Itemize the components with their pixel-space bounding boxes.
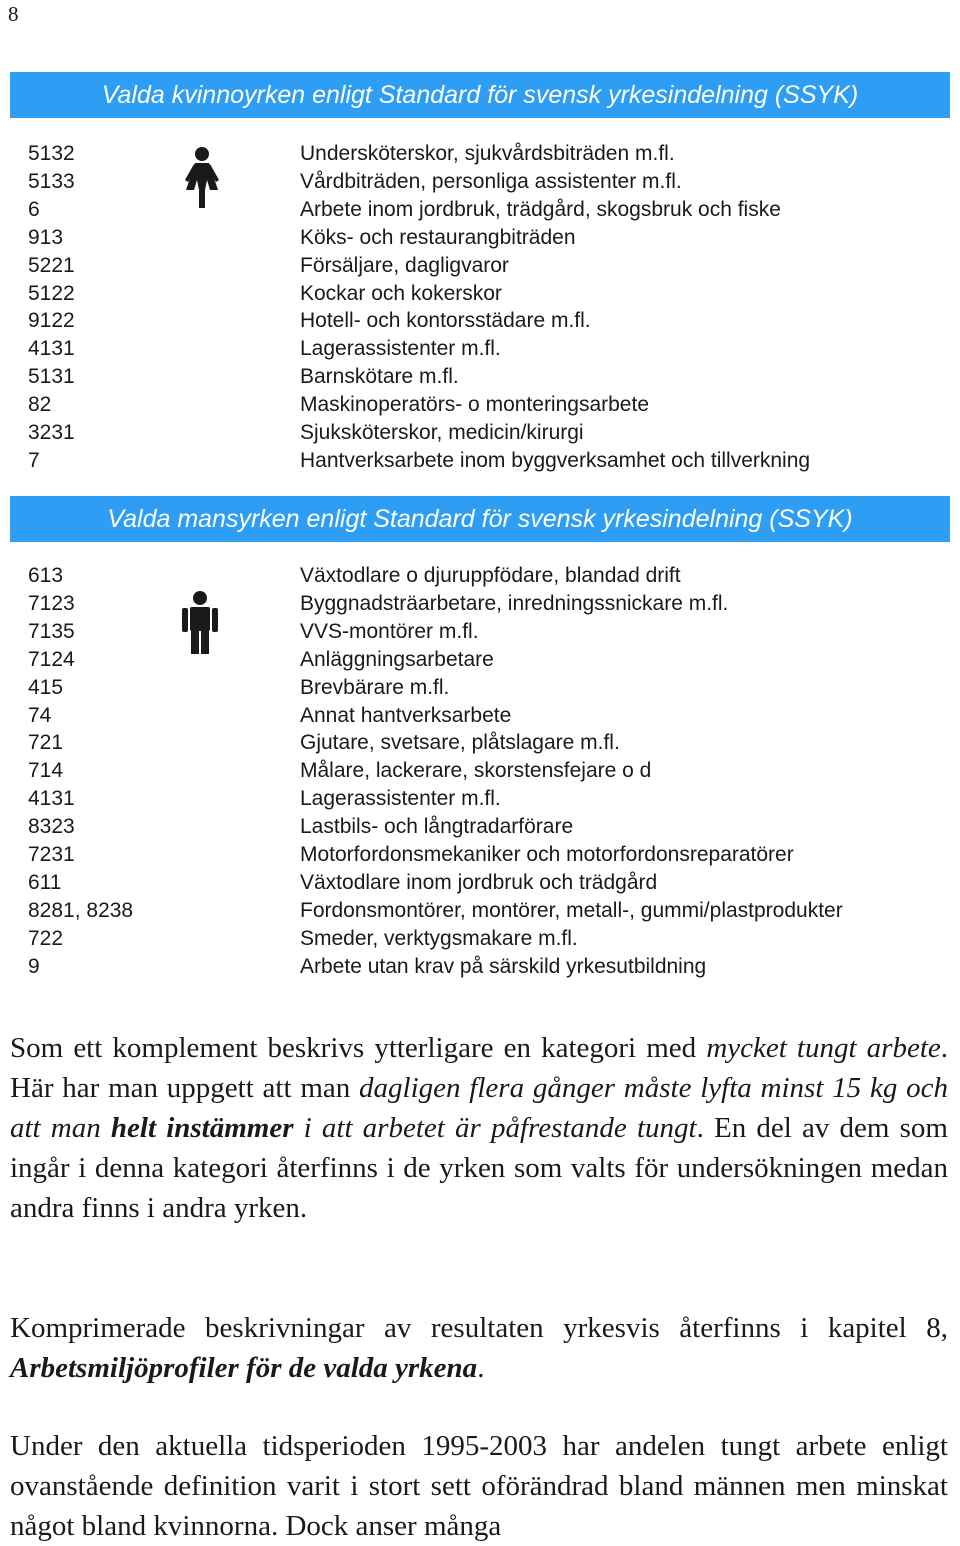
paragraph-chapter-reference (10, 1308, 948, 1388)
ssyk-code: 613 (28, 564, 64, 587)
paragraph-text: . Här har man uppgett att man (10, 1032, 949, 1104)
paragraph-emphasis: i att arbetet är påfrestande tungt (293, 1112, 697, 1144)
paragraph-time-period (10, 1426, 948, 1546)
occupation-description: Växtodlare inom jordbruk och trädgård (300, 870, 658, 894)
ssyk-code: 9 (28, 954, 40, 978)
occupation-description: Försäljare, dagligvaror (300, 253, 509, 277)
ssyk-code: 5131 (28, 365, 75, 389)
occupation-description: Undersköterskor, sjukvårdsbiträden m.fl. (300, 142, 675, 165)
ssyk-code: 74 (28, 703, 52, 727)
paragraph-text: Under den aktuella tidsperioden 1995-2003 har andelen tungt arbete enligt ovanstående definition varit i stort sett oförändrad bland männen men minskat något bland kvinnorna. Dock anser många (10, 1430, 948, 1542)
ssyk-code: 8281, 8238 (28, 898, 134, 922)
page-number: 8 (8, 2, 19, 26)
ssyk-code: 5221 (28, 253, 75, 277)
occupation-description: Fordonsmontörer, montörer, metall-, gummi/plastprodukter (300, 898, 843, 922)
ssyk-code: 7123 (28, 591, 75, 615)
ssyk-code: 8323 (28, 815, 75, 839)
ssyk-code: 415 (28, 675, 64, 699)
ssyk-code: 7231 (28, 843, 75, 866)
women-section-title: Valda kvinnoyrken enligt Standard för svensk yrkesindelning (SSYK) (10, 72, 950, 118)
paragraph-text: . En del av dem som ingår i denna kategori återfinns i de yrken som valts för undersökningen medan andra finns i andra yrken. (10, 1112, 948, 1224)
occupation-description: Lagerassistenter m.fl. (300, 337, 501, 361)
occupation-description: Sjuksköterskor, medicin/kirurgi (300, 421, 584, 444)
paragraph-emphasis: dagligen flera gånger måste lyfta minst 15 kg och att man (10, 1072, 948, 1144)
ssyk-code: 722 (28, 926, 64, 950)
ssyk-code: 9122 (28, 309, 75, 333)
occupation-description: Annat hantverksarbete (300, 703, 512, 727)
ssyk-code: 721 (28, 731, 64, 755)
ssyk-code: 7124 (28, 647, 75, 671)
occupation-description: Växtodlare o djuruppfödare, blandad drift (300, 564, 681, 587)
paragraph-heavy-work (10, 1028, 948, 1228)
occupation-description: Köks- och restaurangbiträden (300, 225, 576, 249)
occupation-description: Lastbils- och långtradarförare (300, 815, 574, 839)
ssyk-code: 7 (28, 448, 40, 472)
occupation-description: Byggnadsträarbetare, inredningssnickare m.fl. (300, 591, 729, 615)
occupation-description: Arbete utan krav på särskild yrkesutbildning (300, 954, 707, 978)
occupation-description: Kockar och kokerskor (300, 281, 502, 305)
occupation-description: Hotell- och kontorsstädare m.fl. (300, 309, 591, 333)
occupation-description: Smeder, verktygsmakare m.fl. (300, 926, 578, 950)
ssyk-code: 7135 (28, 619, 75, 643)
ssyk-code: 4131 (28, 337, 75, 361)
ssyk-code: 913 (28, 225, 64, 249)
ssyk-code: 611 (28, 870, 62, 894)
ssyk-code: 714 (28, 759, 64, 783)
paragraph-strong-emphasis: helt instämmer (110, 1112, 294, 1144)
occupation-description: Vårdbiträden, personliga assistenter m.fl. (300, 169, 682, 193)
occupation-description: Målare, lackerare, skorstensfejare o d (300, 759, 652, 783)
occupation-description: Motorfordonsmekaniker och motorfordonsreparatörer (300, 843, 794, 866)
ssyk-code: 5122 (28, 281, 75, 305)
occupation-description: Arbete inom jordbruk, trädgård, skogsbruk och fiske (300, 197, 781, 221)
ssyk-code: 6 (28, 197, 40, 221)
ssyk-code: 4131 (28, 787, 75, 811)
occupation-description: Maskinoperatörs- o monteringsarbete (300, 393, 650, 417)
male-figure-icon (182, 590, 218, 654)
occupation-description: Anläggningsarbetare (300, 647, 494, 671)
paragraph-text: . (477, 1352, 485, 1384)
ssyk-code: 3231 (28, 421, 75, 444)
paragraph-text: Komprimerade beskrivningar av resultaten yrkesvis återfinns i kapitel 8, (10, 1312, 948, 1344)
ssyk-code: 5133 (28, 169, 75, 193)
occupation-description: Lagerassistenter m.fl. (300, 787, 501, 811)
occupation-description: Hantverksarbete inom byggverksamhet och tillverkning (300, 448, 811, 472)
chapter-title-reference: Arbetsmiljöprofiler för de valda yrkena (10, 1352, 478, 1384)
paragraph-emphasis: mycket tungt arbete (706, 1032, 941, 1064)
ssyk-code: 82 (28, 393, 52, 417)
ssyk-code: 5132 (28, 142, 75, 165)
occupation-description: Barnskötare m.fl. (300, 365, 459, 389)
female-figure-icon (182, 146, 222, 210)
occupation-description: Brevbärare m.fl. (300, 675, 450, 699)
men-section-title: Valda mansyrken enligt Standard för svensk yrkesindelning (SSYK) (10, 496, 950, 542)
occupation-description: VVS-montörer m.fl. (300, 619, 479, 643)
paragraph-text: Som ett komplement beskrivs ytterligare en kategori med (10, 1032, 707, 1064)
occupation-description: Gjutare, svetsare, plåtslagare m.fl. (300, 731, 620, 755)
